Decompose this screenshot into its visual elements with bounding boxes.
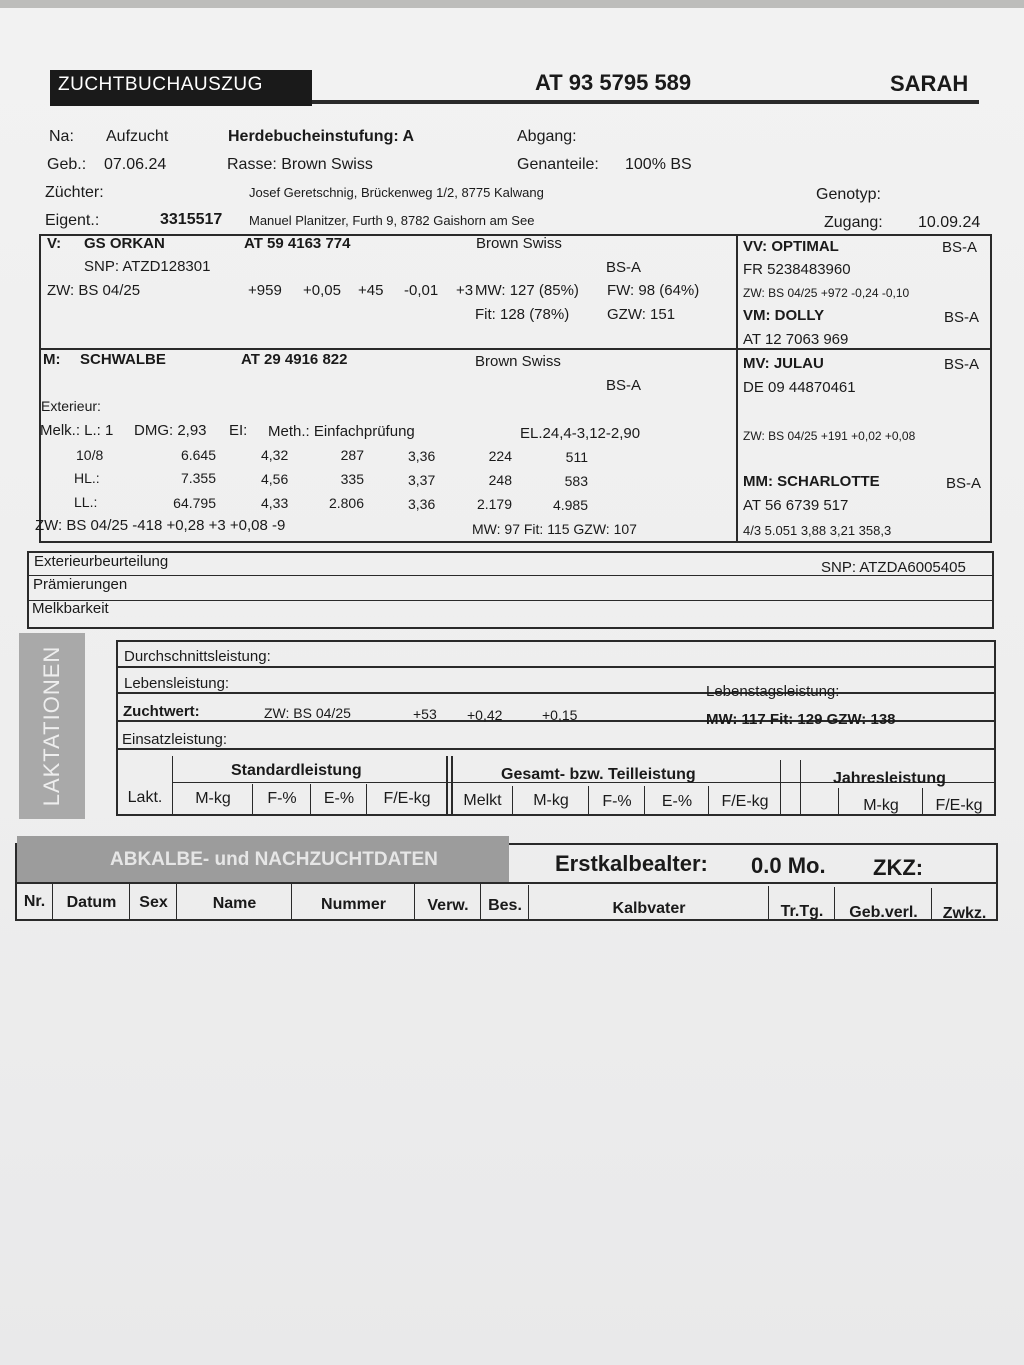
- na-label: Na:: [49, 128, 74, 145]
- sire-v1: +959: [248, 282, 282, 299]
- dam-zw: ZW: BS 04/25 -418 +0,28 +3 +0,08 -9: [35, 517, 286, 534]
- dam-row-fkg: 335: [340, 471, 364, 487]
- genanteile-label: Genanteile:: [517, 156, 599, 173]
- dam-meth: Meth.: Einfachprüfung: [268, 423, 415, 440]
- lakt-group-sep: [780, 760, 781, 816]
- sire-label: V:: [47, 235, 62, 252]
- vm-id: AT 12 7063 969: [743, 331, 849, 348]
- abk-col-nr: Nr.: [23, 893, 46, 910]
- dam-el: EL.24,4-3,12-2,90: [520, 425, 641, 442]
- dam-label: M:: [43, 351, 61, 368]
- sire-dam-divider: [39, 348, 992, 350]
- erstkalbealter-value: 0.0 Mo.: [751, 853, 826, 878]
- zugang-label: Zugang:: [824, 214, 883, 231]
- abk-col-sep: [768, 886, 769, 921]
- lakt-col-sep: [310, 784, 311, 816]
- header-rule: [312, 100, 979, 104]
- abk-col-gebverl: Geb.verl.: [849, 904, 918, 921]
- abk-col-datum: Datum: [66, 894, 117, 911]
- dam-row-f: 4,32: [261, 447, 289, 463]
- abgang-label: Abgang:: [517, 128, 577, 145]
- abk-col-verw: Verw.: [427, 897, 469, 914]
- sire-fw: FW: 98 (64%): [607, 282, 700, 299]
- lakt-col-sep: [708, 786, 709, 816]
- sire-snp: SNP: ATZD128301: [84, 258, 211, 275]
- animal-id: AT 93 5795 589: [535, 70, 692, 95]
- lakt-col-sep: [588, 786, 589, 816]
- lakt-col-mkg-2: M-kg: [533, 792, 569, 809]
- sire-breed: Brown Swiss: [476, 235, 562, 252]
- eigent-label: Eigent.:: [45, 212, 100, 229]
- abk-col-zwkz: Zwkz.: [942, 905, 987, 922]
- mm-bs: BS-A: [946, 475, 982, 492]
- dam-row-ekg: 2.179: [476, 496, 512, 512]
- zuchtwert-v1: +53: [413, 706, 437, 722]
- vm-label: VM: DOLLY: [743, 307, 825, 324]
- lakt-divider: [116, 666, 996, 668]
- genotyp-label: Genotyp:: [816, 186, 881, 203]
- dam-row-fkg: 2.806: [328, 495, 364, 511]
- lakt-col-sep: [644, 786, 645, 816]
- mm-perf: 4/3 5.051 3,88 3,21 358,3: [743, 523, 892, 538]
- dam-row-fe: 4.985: [552, 497, 588, 513]
- erstkalbealter-label: Erstkalbealter:: [555, 851, 708, 876]
- lakt-col-sep: [512, 786, 513, 816]
- abk-col-bes: Bes.: [488, 897, 522, 914]
- sire-zw: ZW: BS 04/25: [47, 282, 141, 299]
- abk-col-sep: [480, 884, 481, 921]
- abk-col-sep: [52, 882, 53, 921]
- rasse: Rasse: Brown Swiss: [227, 156, 373, 173]
- abk-col-sep: [291, 883, 292, 921]
- sections-divider: [27, 600, 994, 601]
- zuchtwert-summary: MW: 117 Fit: 129 GZW: 138: [706, 711, 896, 728]
- sire-gzw: GZW: 151: [607, 306, 676, 323]
- animal-name: SARAH: [890, 71, 969, 96]
- dam-row-e: 3,36: [408, 448, 436, 464]
- lakt-col-mkg-3: M-kg: [863, 797, 899, 814]
- dam-row-fe: 583: [564, 473, 588, 489]
- mv-bs: BS-A: [944, 356, 980, 373]
- dam-bs: BS-A: [606, 377, 642, 394]
- vv-zw: ZW: BS 04/25 +972 -0,24 -0,10: [743, 286, 910, 300]
- zkz-label: ZKZ:: [873, 855, 924, 880]
- lakt-col-fekg: F/E-kg: [383, 790, 431, 807]
- vv-label: VV: OPTIMAL: [743, 238, 839, 255]
- lakt-col-sep: [172, 756, 173, 816]
- dam-row-m: 7.355: [180, 470, 216, 486]
- herdbook: Herdebucheinstufung: A: [228, 128, 415, 145]
- dam-row-e: 3,37: [408, 472, 436, 488]
- zugang-value: 10.09.24: [918, 214, 981, 231]
- dam-row-e: 3,36: [408, 496, 436, 512]
- lakt-group-sep: [446, 756, 448, 816]
- exterieurbeurteilung: Exterieurbeurteilung: [34, 553, 169, 570]
- dam-row-l: HL.:: [74, 470, 100, 486]
- dam-row-l: 10/8: [76, 447, 104, 463]
- document-page: [0, 8, 1024, 1365]
- dam-row-fkg: 287: [340, 447, 364, 463]
- dam-row-m: 6.645: [180, 447, 216, 463]
- vv-id: FR 5238483960: [743, 261, 851, 278]
- abk-col-sep: [176, 882, 177, 921]
- durchschnittsleistung: Durchschnittsleistung:: [124, 648, 271, 665]
- dam-ei: EI:: [229, 422, 248, 439]
- eigent-nr: 3315517: [160, 211, 223, 228]
- dam-row-ekg: 248: [488, 472, 512, 488]
- dam-breed: Brown Swiss: [475, 353, 561, 370]
- lakt-col-fekg-3: F/E-kg: [935, 797, 983, 814]
- dam-row-f: 4,33: [261, 495, 289, 511]
- sire-v5: +3: [456, 282, 474, 299]
- lakt-col-sep: [252, 784, 253, 816]
- sire-id: AT 59 4163 774: [244, 235, 351, 252]
- zuchtwert-base: ZW: BS 04/25: [264, 705, 351, 721]
- dam-name: SCHWALBE: [80, 351, 166, 368]
- abk-col-sep: [834, 887, 835, 921]
- lakt-divider: [116, 748, 996, 750]
- vm-bs: BS-A: [944, 309, 980, 326]
- sire-v3: +45: [358, 282, 384, 299]
- doc-title: ZUCHTBUCHAUSZUG: [58, 74, 263, 95]
- lakt-col-mkg: M-kg: [195, 790, 231, 807]
- mv-zw: ZW: BS 04/25 +191 +0,02 +0,08: [743, 429, 916, 443]
- geb-label: Geb.:: [47, 156, 87, 173]
- abk-col-trtg: Tr.Tg.: [780, 903, 824, 920]
- mm-id: AT 56 6739 517: [743, 497, 849, 514]
- dam-row-l: LL.:: [74, 494, 98, 510]
- dam-dmg: DMG: 2,93: [134, 422, 207, 439]
- mv-label: MV: JULAU: [743, 355, 824, 372]
- pedigree-divider: [736, 234, 738, 543]
- lakt-group-sep: [800, 760, 801, 816]
- dam-row-f: 4,56: [261, 471, 289, 487]
- zuchtwert-v2: +0,42: [467, 707, 503, 723]
- lebensleistung: Lebensleistung:: [124, 675, 230, 692]
- sire-v2: +0,05: [303, 282, 341, 299]
- lakt-col-sep: [838, 788, 839, 816]
- sire-fit: Fit: 128 (78%): [475, 306, 570, 323]
- abk-col-nummer: Nummer: [321, 896, 386, 913]
- abk-col-sep: [414, 884, 415, 921]
- eigent-value: Manuel Planitzer, Furth 9, 8782 Gaishorn am See: [249, 213, 535, 228]
- melkbarkeit: Melkbarkeit: [32, 600, 109, 617]
- dam-row-ekg: 224: [488, 448, 512, 464]
- lakt-col-fpct: F-%: [267, 790, 297, 807]
- abk-col-sep: [931, 888, 932, 921]
- dam-exterieur: Exterieur:: [41, 398, 101, 414]
- lakt-col-lakt: Lakt.: [127, 789, 163, 806]
- einsatzleistung: Einsatzleistung:: [122, 731, 228, 748]
- dam-melk-line: Melk.: L.: 1: [40, 422, 114, 439]
- na-value: Aufzucht: [106, 128, 169, 145]
- mm-label: MM: SCHARLOTTE: [743, 473, 880, 490]
- sire-name: GS ORKAN: [84, 235, 165, 252]
- lakt-col-sep: [922, 788, 923, 816]
- zuechter-label: Züchter:: [45, 184, 104, 201]
- lakt-col-fpct-2: F-%: [602, 793, 632, 810]
- lakt-col-epct-2: E-%: [661, 793, 693, 810]
- lebenstagsleistung: Lebenstagsleistung:: [706, 683, 840, 700]
- mv-id: DE 09 44870461: [743, 379, 856, 396]
- standardleistung-header: Standardleistung: [231, 762, 362, 779]
- sire-bs: BS-A: [606, 259, 642, 276]
- sire-mw: MW: 127 (85%): [475, 282, 579, 299]
- dam-row-fe: 511: [565, 449, 588, 465]
- dam-id: AT 29 4916 822: [241, 351, 348, 368]
- zuchtwert-v3: +0,15: [542, 707, 578, 723]
- abkalbe-header-top: [15, 882, 998, 884]
- lakt-col-melkt: Melkt: [463, 792, 502, 809]
- sire-v4: -0,01: [404, 282, 439, 299]
- sections-snp: SNP: ATZDA6005405: [821, 559, 966, 576]
- abk-col-sep: [528, 885, 529, 921]
- lakt-col-epct: E-%: [323, 790, 355, 807]
- jahresleistung-header: Jahresleistung: [833, 770, 946, 787]
- dam-row-m: 64.795: [173, 495, 216, 511]
- abkalbe-title: ABKALBE- und NACHZUCHTDATEN: [110, 849, 438, 870]
- abk-col-name: Name: [212, 895, 257, 912]
- lakt-divider: [116, 692, 996, 694]
- dam-summary: MW: 97 Fit: 115 GZW: 107: [472, 521, 637, 537]
- abk-col-kalbvater: Kalbvater: [612, 900, 686, 917]
- gesamtleistung-header: Gesamt- bzw. Teilleistung: [501, 766, 696, 783]
- vv-bs: BS-A: [942, 239, 978, 256]
- abk-col-sex: Sex: [139, 894, 168, 911]
- genanteile-value: 100% BS: [625, 156, 692, 173]
- lakt-col-sep: [366, 784, 367, 816]
- zuechter-value: Josef Geretschnig, Brückenweg 1/2, 8775 Kalwang: [249, 185, 544, 200]
- laktationen-side-label: LAKTATIONEN: [39, 645, 64, 807]
- zuchtwert-label: Zuchtwert:: [123, 703, 200, 720]
- abk-col-sep: [129, 882, 130, 921]
- praemierungen: Prämierungen: [33, 576, 128, 593]
- geb-value: 07.06.24: [104, 156, 167, 173]
- lakt-col-fekg-2: F/E-kg: [721, 793, 769, 810]
